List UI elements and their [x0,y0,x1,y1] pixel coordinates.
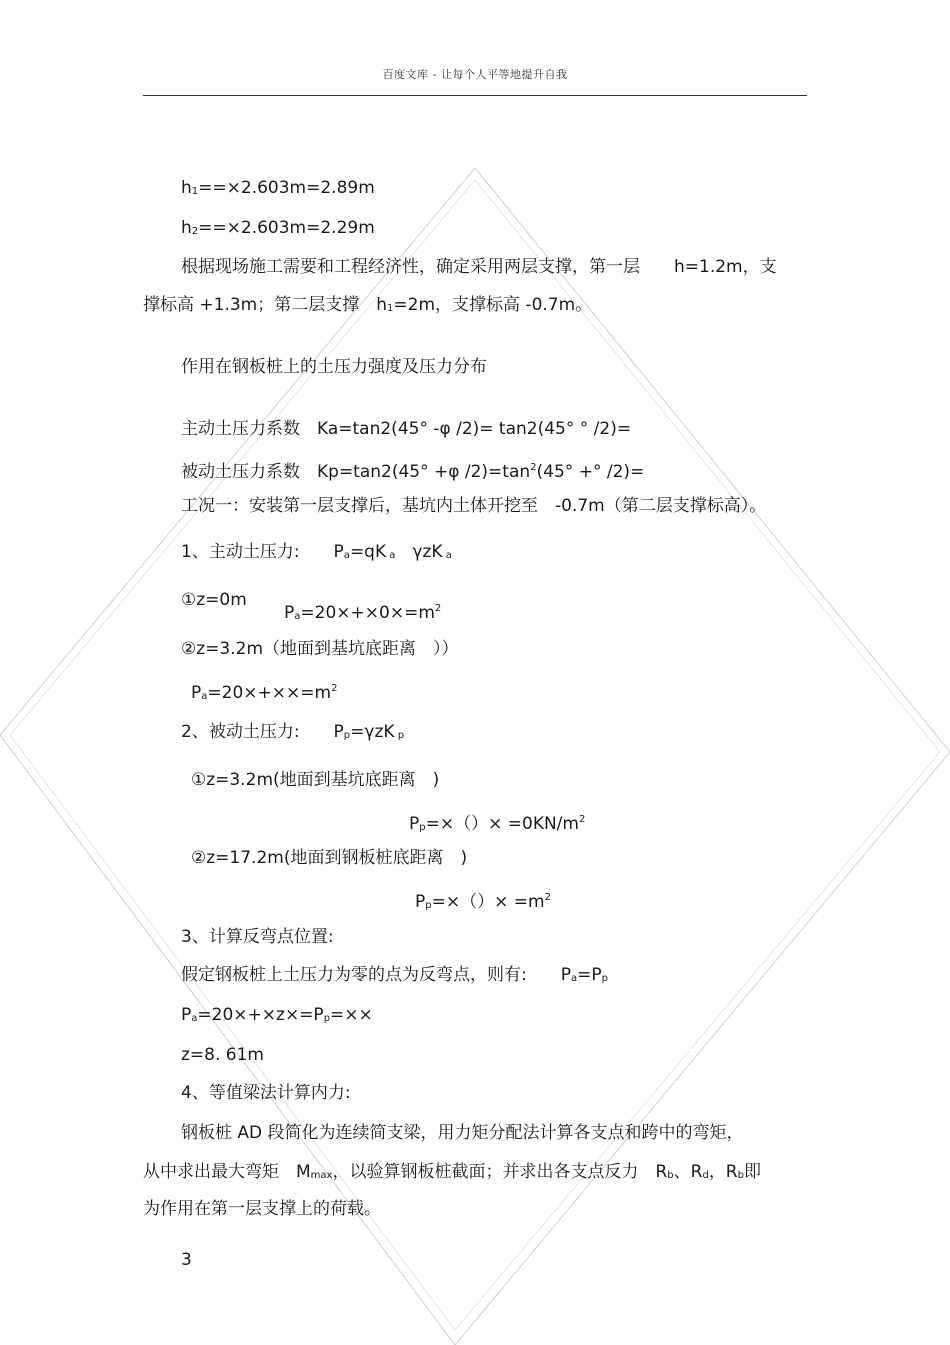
passive-z172-label: ②z=17.2m(地面到钢板桩底距离 ) [191,848,468,868]
page-number: 3 [181,1250,192,1270]
beam-paragraph-line1: 钢板桩 AD 段简化为连续简支梁，用力矩分配法计算各支点和跨中的弯矩， [181,1123,744,1143]
active-pressure-heading: 1、主动土压力: $P_a=qK$ $_a$ γzK $_a$ [181,542,452,562]
inflection-result: z=8. 61m [181,1045,264,1065]
case-one-text: 工况一：安装第一层支撑后，基坑内土体开挖至 -0.7m（第二层支撑标高）。 [181,496,767,516]
header-slogan: 让每个人平等地提升自我 [440,68,568,81]
passive-z32-label: ①z=3.2m(地面到基坑底距离 ) [191,770,440,790]
passive-z32-formula: $P_p=\times()\times =0KN/m^2$ [409,814,586,834]
header-separator: - [428,68,441,81]
inflection-equation: $P_a=20\times+\times z\times=P_p=\times\times$ [181,1005,373,1025]
formula-ka: 主动土压力系数 Ka=tan2(45° -φ /2)= tan2(45° ° /2)= [181,419,632,439]
active-z0-label: ①z=0m [181,590,247,610]
active-z32-label: ②z=3.2m（地面到基坑底距离 ）） [181,639,459,659]
paragraph-support-line1: 根据现场施工需要和工程经济性，确定采用两层支撑，第一层 h=1.2m，支 [181,257,777,277]
section-heading-pressure: 作用在钢板桩上的土压力强度及压力分布 [181,357,487,377]
header-title: 百度文库 [382,68,429,81]
header-rule [143,95,807,96]
active-z0-formula: $P_a=20\times+\times 0\times=m^2$ [284,603,442,623]
page-header [0,66,950,82]
passive-z172-formula: $P_p=\times()\times =m^2$ [415,892,551,912]
formula-h2: $h_2==\times 2.603m=2.29m$ [181,218,375,238]
active-z32-formula: $P_a=20\times+\times\times=m^2$ [191,683,338,703]
formula-kp: 被动土压力系数 Kp=tan2(45° +φ $/2)=\tan^2(45^\circ$ +° /2)= [181,462,645,482]
inflection-heading: 3、计算反弯点位置: [181,927,334,947]
formula-h1: $h_1==\times 2.603m=2.89m$ [181,178,375,198]
beam-paragraph-line3: 为作用在第一层支撑上的荷载。 [143,1199,381,1219]
equivalent-beam-heading: 4、等值梁法计算内力: [181,1083,351,1103]
inflection-assumption: 假定钢板桩上土压力为零的点为反弯点，则有: $P_a=P_p$ [181,965,608,985]
paragraph-support-line2: 撑标高 +1.3m；第二层支撑 $h_1=2m$，支撑标高 -0.7m。 [143,295,593,315]
beam-paragraph-line2: 从中求出最大弯矩 $M_{max}$，以验算钢板桩截面；并求出各支点反力 $R_b$、$R_d$，$R_b$即 [143,1162,761,1182]
passive-pressure-heading: 2、被动土压力: $P_p=\gamma zK$ $_p$ [181,722,405,742]
